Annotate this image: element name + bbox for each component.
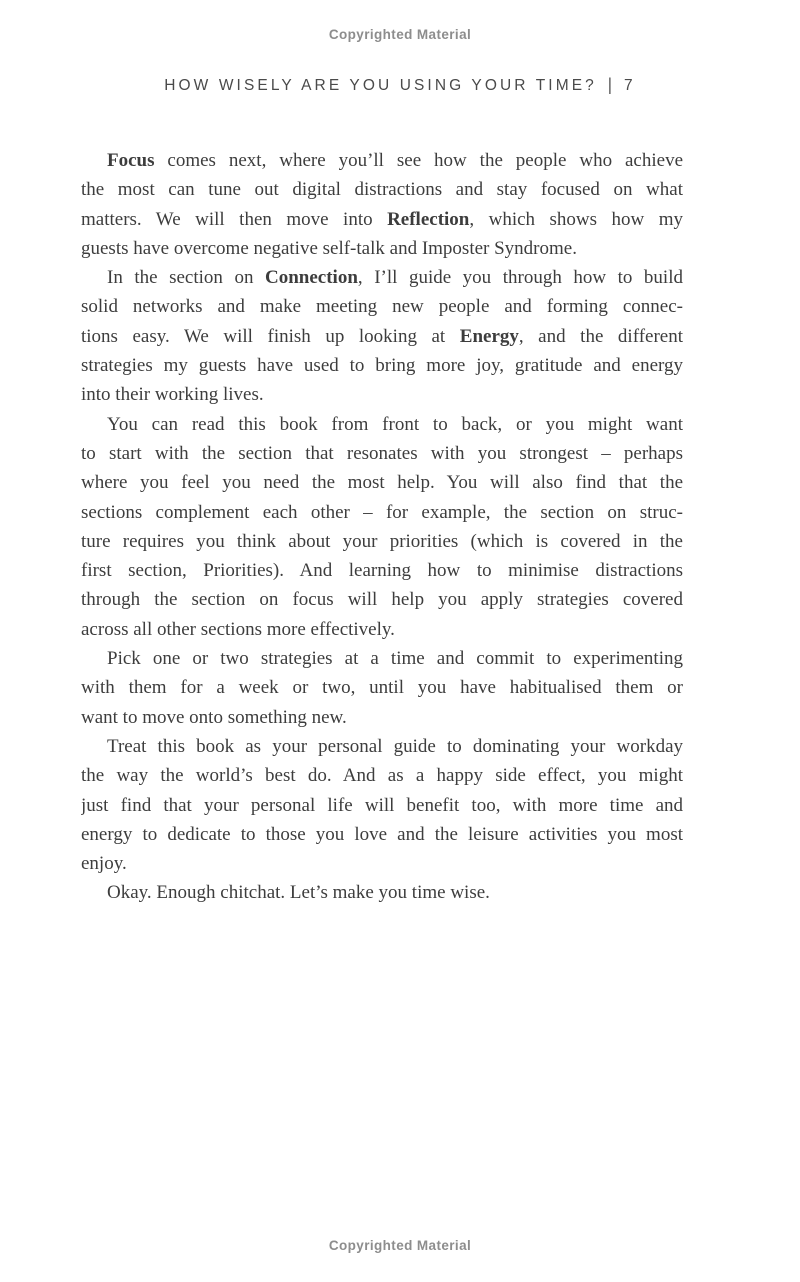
text-run: want to move onto something new. [81,706,347,728]
bold-term: Reflection [387,208,470,230]
text-line [81,468,683,497]
text-line [81,673,683,702]
header-separator-bar: | [607,75,616,96]
text-run: the most can tune out digital distractions and stay focused on what [81,179,683,201]
copyright-notice-top: Copyrighted Material [328,27,472,42]
text-line [81,761,683,790]
text-run: , I’ll guide you through how to build [357,267,683,289]
text-line [81,849,683,878]
text-run: tions easy. We will finish up looking at [81,325,460,347]
text-run: strategies my guests have used to bring more joy, gratitude and energy [81,355,683,377]
text-line [81,410,683,439]
paragraph [81,732,683,878]
bold-term: Focus [107,150,155,171]
paragraph [81,644,683,732]
text-run: across all other sections more effectively. [81,618,395,640]
page-text [81,146,683,908]
text-line [81,732,683,761]
paragraph [81,410,683,644]
text-line [81,351,683,380]
page-number: 7 [624,77,636,94]
text-line [81,205,683,234]
paragraph [81,146,683,263]
paragraph [81,878,683,907]
text-line [81,527,683,556]
text-run: solid networks and make meeting new people and forming connec- [81,296,683,318]
text-run: energy to dedicate to those you love and the leisure activities you most [81,823,683,845]
text-run: to start with the section that resonates with you strongest – perhaps [81,442,683,464]
text-line [81,556,683,585]
text-line [81,263,683,292]
text-line [81,498,683,527]
bold-term: Energy [459,325,519,347]
text-line [81,175,683,204]
text-line [81,644,683,673]
text-run: through the section on focus will help you apply strategies covered [81,589,683,611]
text-line [81,439,683,468]
text-line [81,322,683,351]
text-line [81,380,683,409]
text-run: , which shows how my [469,208,683,230]
text-run: first section, Priorities). And learning how to minimise distractions [81,560,683,582]
text-line [81,292,683,321]
text-run: where you feel you need the most help. You will also find that the [81,472,683,494]
text-line [81,878,683,907]
text-run: enjoy. [81,853,127,875]
text-line [81,791,683,820]
text-line [81,820,683,849]
text-line [81,615,683,644]
text-run: Pick one or two strategies at a time and commit to experimenting [107,648,683,670]
paragraph [81,263,683,409]
text-line [81,703,683,732]
copyright-notice-bottom: Copyrighted Material [328,1238,472,1253]
running-header [0,77,800,95]
text-run: into their working lives. [81,384,264,406]
text-run: just find that your personal life will benefit too, with more time and [81,794,683,816]
text-line [81,146,683,175]
text-run: comes next, where you’ll see how the people who achieve [154,150,683,171]
text-run: , and the different [518,325,683,347]
text-run: Okay. Enough chitchat. Let’s make you time wise. [107,882,490,904]
text-run: guests have overcome negative self-talk and Imposter Syndrome. [81,237,577,259]
bold-term: Connection [265,267,358,289]
text-run: with them for a week or two, until you have habitualised them or [81,677,683,699]
text-run: Treat this book as your personal guide to dominating your workday [107,735,683,757]
text-run: In the section on [107,267,265,289]
text-line [81,234,683,263]
text-run: matters. We will then move into [81,208,388,230]
text-run: You can read this book from front to back, or you might want [107,413,683,435]
text-run: ture requires you think about your priorities (which is covered in the [81,530,683,552]
text-line [81,585,683,614]
running-header-title: HOW WISELY ARE YOU USING YOUR TIME? [164,77,597,94]
text-run: sections complement each other – for example, the section on struc- [81,501,683,523]
text-run: the way the world’s best do. And as a happy side effect, you might [81,765,683,787]
